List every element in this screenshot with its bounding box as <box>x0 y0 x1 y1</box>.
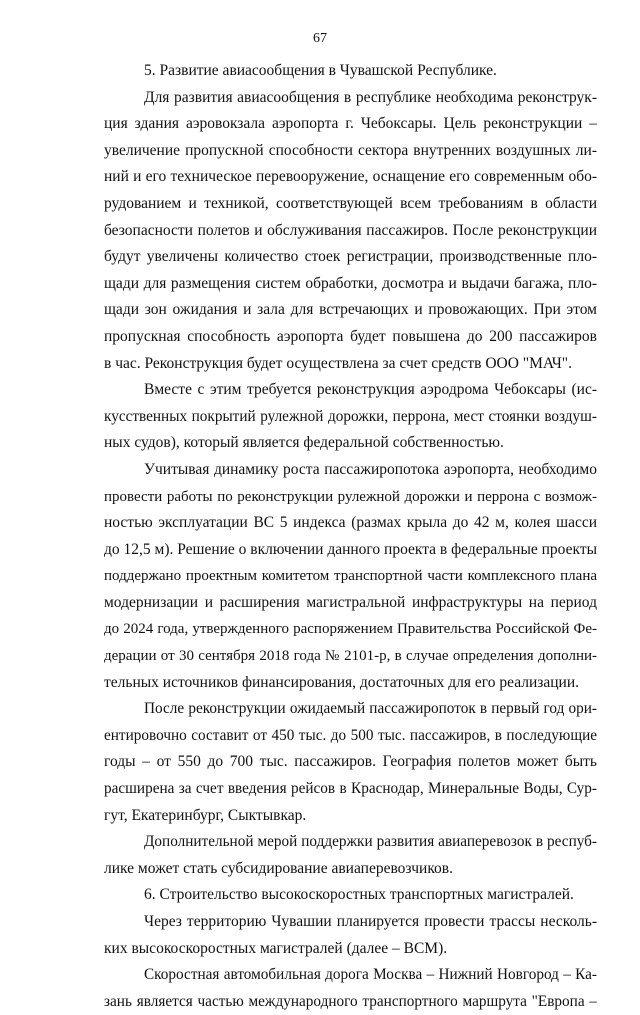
text-line: до 2024 года, утвержденного распоряжением Правительства Российской Фе- <box>104 621 597 638</box>
text-line: будут увеличены количество стоек регистрации, производственные пло- <box>104 248 597 266</box>
text-line: Учитывая динамику роста пассажиропотока аэропорта, необходимо <box>144 460 597 478</box>
text-line: Вместе с этим требуется реконструкция аэродрома Чебоксары (ис- <box>144 381 597 399</box>
text-line: гут, Екатеринбург, Сыктывкар. <box>104 806 307 824</box>
text-line: ентировочно составит от 450 тыс. до 500 тыс. пассажиров, в последующие <box>104 726 597 744</box>
text-line: провести работы по реконструкции рулежной дорожки и перрона с возмож- <box>104 488 597 505</box>
text-line: ких высокоскоростных магистралей (далее – ВСМ). <box>104 939 448 957</box>
text-line: рудованием и техникой, соответствующей всем требованиям в области <box>104 194 597 212</box>
text-line: дерации от 30 сентября 2018 года № 2101-р, в случае определения дополни- <box>104 648 597 665</box>
text-line: 5. Развитие авиасообщения в Чувашской Республике. <box>144 62 497 79</box>
text-line: ция здания аэровокзала аэропорта г. Чебоксары. Цель реконструкции – <box>104 115 597 133</box>
body-text <box>104 58 597 1015</box>
text-line: зань является частью международного транспортного маршрута "Европа – <box>104 992 597 1010</box>
page-number: 67 <box>313 31 327 46</box>
text-line: в час. Реконструкция будет осуществлена за счет средств ООО "МАЧ". <box>104 354 573 372</box>
text-line: пропускная способность аэропорта будет повышена до 200 пассажиров <box>104 327 597 345</box>
text-line: После реконструкции ожидаемый пассажиропоток в первый год ори- <box>144 700 597 718</box>
text-line: модернизации и расширения магистральной инфраструктуры на период <box>104 593 597 611</box>
text-line: годы – от 550 до 700 тыс. пассажиров. География полетов может быть <box>104 753 597 771</box>
text-line: увеличение пропускной способности сектора внутренних воздушных ли- <box>104 141 597 159</box>
text-line: щади для размещения систем обработки, досмотра и выдачи багажа, пло- <box>104 274 597 292</box>
text-line: поддержано проектным комитетом транспортной части комплексного плана <box>104 568 597 585</box>
text-line: Для развития авиасообщения в республике необходима реконструк- <box>144 88 597 106</box>
text-line: лике может стать субсидирование авиаперевозчиков. <box>104 859 453 877</box>
text-line: расширена за счет введения рейсов в Краснодар, Минеральные Воды, Сур- <box>104 780 597 798</box>
text-line: кусственных покрытий рулежной дорожки, перрона, мест стоянки воздуш- <box>104 407 597 425</box>
text-line: безопасности полетов и обслуживания пассажиров. После реконструкции <box>104 221 597 239</box>
text-line: тельных источников финансирования, достаточных для его реализации. <box>104 673 580 691</box>
text-line: Скоростная автомобильная дорога Москва – Нижний Новгород – Ка- <box>144 966 597 984</box>
text-line: Дополнительной мерой поддержки развития авиаперевозок в респуб- <box>144 833 597 851</box>
text-line: ний и его техническое перевооружение, оснащение его современным обо- <box>104 168 597 186</box>
text-line: ностью эксплуатации ВС 5 индекса (размах крыла до 42 м, колея шасси <box>104 514 597 532</box>
text-line: ных судов), который является федеральной собственностью. <box>104 434 504 452</box>
text-line: щади зон ожидания и зала для встречающих и провожающих. При этом <box>104 301 597 319</box>
text-line: до 12,5 м). Решение о включении данного проекта в федеральные проекты <box>104 540 597 558</box>
text-line: Через территорию Чувашии планируется провести трассы несколь- <box>144 913 597 930</box>
text-line: 6. Строительство высокоскоростных транспортных магистралей. <box>144 886 574 904</box>
